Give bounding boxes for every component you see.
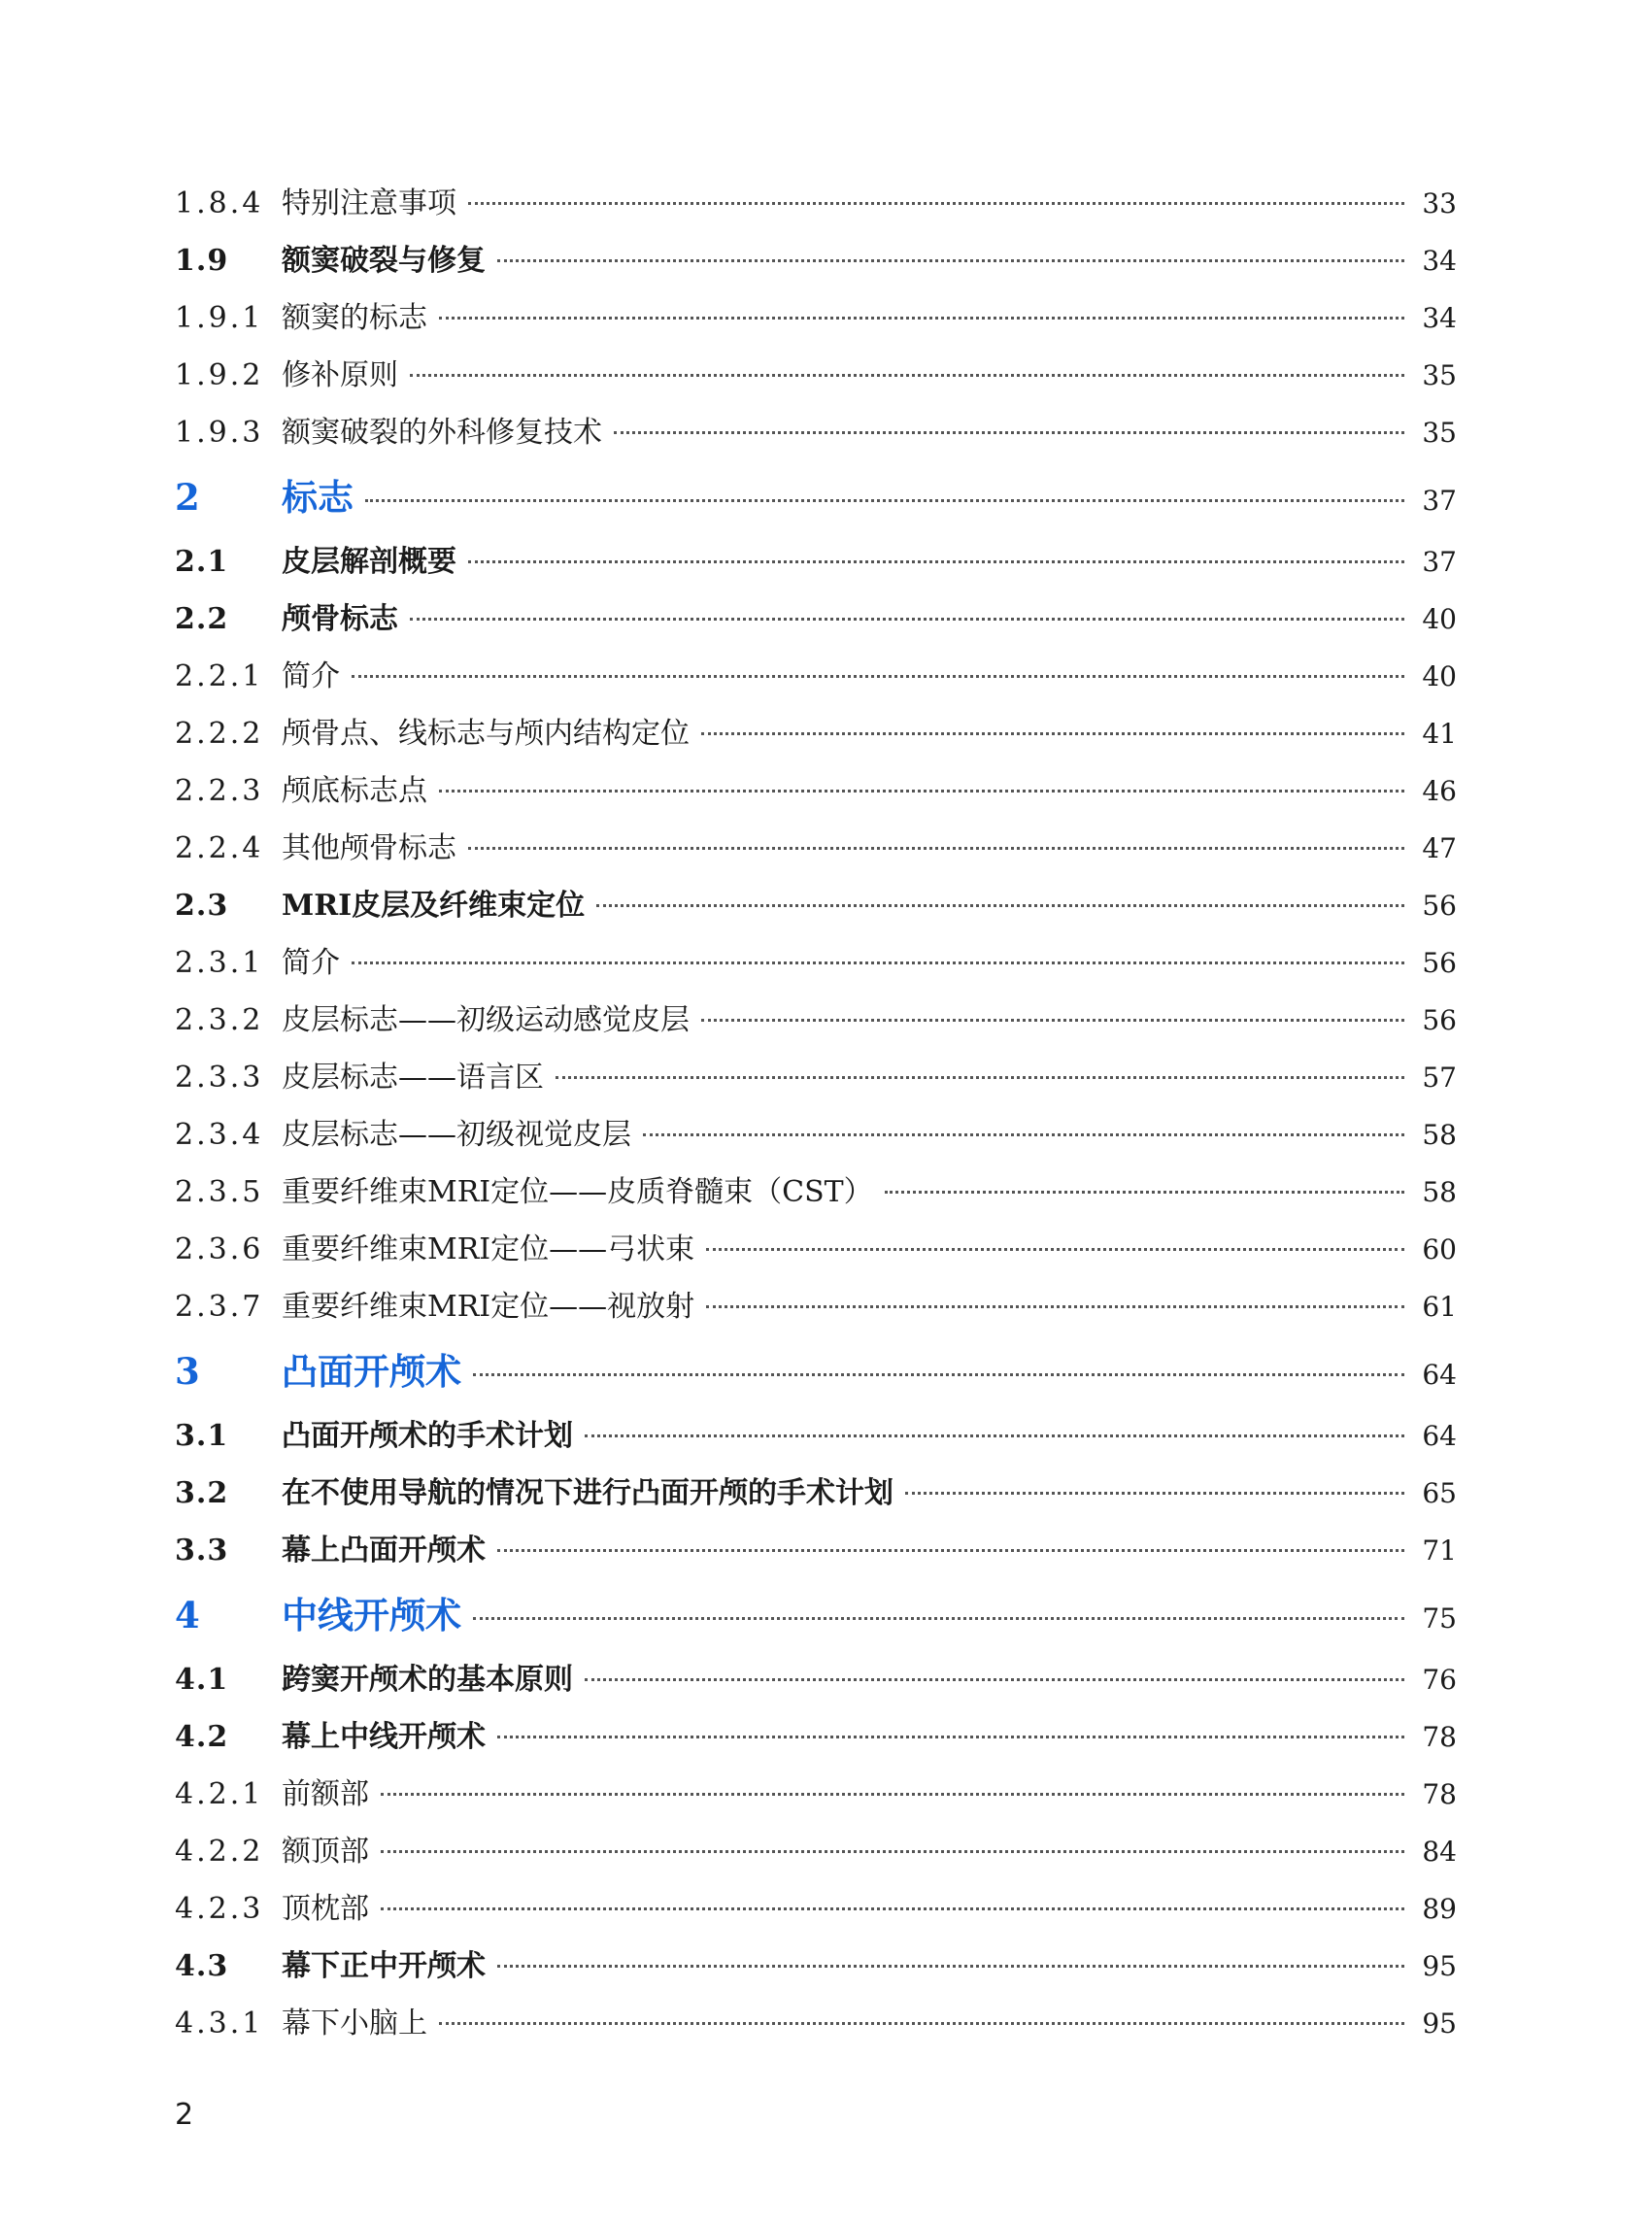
toc-entry-title: 额窦的标志 bbox=[282, 301, 427, 335]
toc-entry[interactable] bbox=[175, 1221, 1457, 1278]
dot-leader bbox=[473, 1617, 1404, 1620]
toc-entry[interactable] bbox=[175, 705, 1457, 762]
dot-leader bbox=[497, 1549, 1404, 1552]
dot-leader bbox=[556, 1076, 1404, 1079]
toc-entry-page: 75 bbox=[1422, 1602, 1457, 1635]
toc-entry-page: 60 bbox=[1422, 1233, 1457, 1265]
toc-entry-title: 顶枕部 bbox=[282, 1892, 369, 1926]
toc-entry[interactable] bbox=[175, 992, 1457, 1049]
toc-entry-title: 幕下正中开颅术 bbox=[282, 1949, 486, 1983]
toc-entry-title: 在不使用导航的情况下进行凸面开颅的手术计划 bbox=[282, 1476, 893, 1510]
toc-entry-title: 中线开颅术 bbox=[282, 1594, 461, 1636]
dot-leader bbox=[468, 202, 1404, 205]
toc-entry-page: 35 bbox=[1422, 417, 1457, 449]
toc-entry-page: 47 bbox=[1422, 832, 1457, 864]
toc-entry-page: 33 bbox=[1422, 187, 1457, 219]
toc-entry-title: 标志 bbox=[282, 476, 354, 519]
toc-entry-number: 2.2.1 bbox=[175, 659, 264, 693]
toc-entry[interactable] bbox=[175, 762, 1457, 820]
toc-entry[interactable] bbox=[175, 461, 1457, 533]
toc-entry-number: 2.3.2 bbox=[175, 1003, 264, 1037]
dot-leader bbox=[905, 1492, 1404, 1495]
toc-entry-title: 其他颅骨标志 bbox=[282, 831, 456, 865]
toc-entry-title: 皮层标志——语言区 bbox=[282, 1061, 544, 1095]
dot-leader bbox=[439, 317, 1404, 320]
toc-entry-title: 颅骨点、线标志与颅内结构定位 bbox=[282, 717, 690, 751]
toc-entry-title: 颅骨标志 bbox=[282, 602, 398, 636]
dot-leader bbox=[473, 1373, 1404, 1376]
toc-entry[interactable] bbox=[175, 1106, 1457, 1164]
dot-leader bbox=[381, 1850, 1404, 1853]
toc-entry-page: 41 bbox=[1422, 718, 1457, 750]
dot-leader bbox=[365, 499, 1404, 502]
toc-entry-page: 89 bbox=[1422, 1893, 1457, 1925]
dot-leader bbox=[497, 1736, 1404, 1738]
toc-entry-page: 40 bbox=[1422, 660, 1457, 692]
toc-entry-page: 56 bbox=[1422, 947, 1457, 979]
toc-entry-page: 57 bbox=[1422, 1062, 1457, 1094]
toc-entry-title: 跨窦开颅术的基本原则 bbox=[282, 1663, 573, 1697]
toc-entry[interactable] bbox=[175, 877, 1457, 934]
toc-entry-number: 2.2.3 bbox=[175, 774, 264, 808]
dot-leader bbox=[439, 790, 1404, 793]
toc-entry-title: 前额部 bbox=[282, 1777, 369, 1811]
dot-leader bbox=[614, 431, 1404, 434]
dot-leader bbox=[439, 2022, 1404, 2025]
toc-entry-number: 2.3.3 bbox=[175, 1061, 264, 1095]
toc-entry-title: 修补原则 bbox=[282, 358, 398, 392]
toc-entry-page: 46 bbox=[1422, 775, 1457, 807]
toc-entry[interactable] bbox=[175, 347, 1457, 404]
toc-entry-number: 1.9 bbox=[175, 244, 229, 278]
toc-entry-page: 34 bbox=[1422, 302, 1457, 334]
toc-entry[interactable] bbox=[175, 175, 1457, 232]
table-of-contents bbox=[175, 175, 1457, 2052]
toc-entry-title: 凸面开颅术的手术计划 bbox=[282, 1419, 573, 1453]
toc-entry-number: 2 bbox=[175, 476, 201, 519]
toc-entry-number: 2.2 bbox=[175, 602, 229, 636]
toc-entry[interactable] bbox=[175, 820, 1457, 877]
toc-entry[interactable] bbox=[175, 404, 1457, 461]
toc-entry-number: 2.1 bbox=[175, 545, 229, 579]
toc-entry[interactable] bbox=[175, 648, 1457, 705]
toc-entry-page: 64 bbox=[1422, 1359, 1457, 1391]
toc-entry-number: 4.1 bbox=[175, 1663, 229, 1697]
toc-entry[interactable] bbox=[175, 1938, 1457, 1995]
toc-entry[interactable] bbox=[175, 232, 1457, 289]
toc-entry[interactable] bbox=[175, 1708, 1457, 1766]
toc-entry-page: 58 bbox=[1422, 1176, 1457, 1208]
toc-entry-title: 重要纤维束MRI定位——皮质脊髓束（CST） bbox=[282, 1175, 873, 1209]
toc-entry[interactable] bbox=[175, 1823, 1457, 1880]
toc-entry-title: 简介 bbox=[282, 659, 340, 693]
toc-entry-number: 2.3 bbox=[175, 889, 229, 923]
toc-entry-title: 凸面开颅术 bbox=[282, 1350, 461, 1393]
toc-entry[interactable] bbox=[175, 1880, 1457, 1938]
toc-entry[interactable] bbox=[175, 1407, 1457, 1465]
toc-entry-number: 4.2.1 bbox=[175, 1777, 264, 1811]
toc-entry[interactable] bbox=[175, 1579, 1457, 1651]
toc-entry-number: 3.1 bbox=[175, 1419, 229, 1453]
dot-leader bbox=[381, 1907, 1404, 1910]
toc-entry-number: 1.9.3 bbox=[175, 416, 264, 450]
dot-leader bbox=[410, 618, 1404, 621]
toc-entry-number: 1.8.4 bbox=[175, 186, 264, 220]
toc-entry-number: 4.2.3 bbox=[175, 1892, 264, 1926]
dot-leader bbox=[497, 259, 1404, 262]
toc-entry-page: 58 bbox=[1422, 1119, 1457, 1151]
dot-leader bbox=[706, 1248, 1404, 1251]
toc-entry-title: 重要纤维束MRI定位——视放射 bbox=[282, 1290, 695, 1324]
toc-entry-title: 幕上凸面开颅术 bbox=[282, 1534, 486, 1568]
toc-entry-page: 78 bbox=[1422, 1778, 1457, 1810]
toc-entry-page: 76 bbox=[1422, 1664, 1457, 1696]
toc-entry-page: 35 bbox=[1422, 359, 1457, 391]
toc-entry[interactable] bbox=[175, 533, 1457, 590]
toc-entry-page: 71 bbox=[1422, 1535, 1457, 1567]
toc-entry-page: 84 bbox=[1422, 1836, 1457, 1868]
toc-entry-page: 34 bbox=[1422, 245, 1457, 277]
toc-entry-number: 2.2.4 bbox=[175, 831, 264, 865]
toc-entry-number: 4.2.2 bbox=[175, 1835, 264, 1869]
toc-entry-number: 2.3.5 bbox=[175, 1175, 264, 1209]
toc-entry[interactable] bbox=[175, 1995, 1457, 2052]
page-number: 2 bbox=[175, 2098, 194, 2132]
toc-entry-title: 额窦破裂的外科修复技术 bbox=[282, 416, 602, 450]
toc-entry-number: 4 bbox=[175, 1594, 201, 1636]
toc-entry-page: 65 bbox=[1422, 1477, 1457, 1509]
dot-leader bbox=[585, 1678, 1404, 1681]
toc-entry[interactable] bbox=[175, 289, 1457, 347]
toc-entry[interactable] bbox=[175, 1164, 1457, 1221]
dot-leader bbox=[596, 904, 1404, 907]
dot-leader bbox=[468, 560, 1404, 563]
dot-leader bbox=[497, 1965, 1404, 1968]
toc-entry-title: 额窦破裂与修复 bbox=[282, 244, 486, 278]
toc-entry[interactable] bbox=[175, 1522, 1457, 1579]
toc-entry[interactable] bbox=[175, 934, 1457, 992]
toc-entry-title: 幕上中线开颅术 bbox=[282, 1720, 486, 1754]
toc-entry-number: 3.3 bbox=[175, 1534, 229, 1568]
dot-leader bbox=[381, 1793, 1404, 1796]
toc-entry-number: 2.3.1 bbox=[175, 946, 264, 980]
toc-entry[interactable] bbox=[175, 1335, 1457, 1407]
toc-entry-number: 1.9.2 bbox=[175, 358, 264, 392]
dot-leader bbox=[706, 1305, 1404, 1308]
toc-entry-page: 95 bbox=[1422, 1950, 1457, 1982]
toc-entry-number: 3.2 bbox=[175, 1476, 229, 1510]
toc-entry[interactable] bbox=[175, 1766, 1457, 1823]
toc-entry-title: 皮层解剖概要 bbox=[282, 545, 456, 579]
toc-entry-page: 56 bbox=[1422, 890, 1457, 922]
dot-leader bbox=[585, 1434, 1404, 1437]
toc-entry-page: 40 bbox=[1422, 603, 1457, 635]
toc-entry-number: 1.9.1 bbox=[175, 301, 264, 335]
dot-leader bbox=[643, 1133, 1404, 1136]
dot-leader bbox=[701, 732, 1404, 735]
toc-entry-title: 皮层标志——初级视觉皮层 bbox=[282, 1118, 631, 1152]
dot-leader bbox=[885, 1191, 1404, 1194]
toc-entry[interactable] bbox=[175, 1651, 1457, 1708]
dot-leader bbox=[410, 374, 1404, 377]
toc-entry-page: 56 bbox=[1422, 1004, 1457, 1036]
toc-entry[interactable] bbox=[175, 1465, 1457, 1522]
toc-entry-page: 61 bbox=[1422, 1291, 1457, 1323]
toc-entry[interactable] bbox=[175, 1049, 1457, 1106]
toc-entry[interactable] bbox=[175, 590, 1457, 648]
toc-entry-number: 2.3.6 bbox=[175, 1232, 264, 1266]
dot-leader bbox=[352, 961, 1404, 964]
dot-leader bbox=[701, 1019, 1404, 1022]
toc-entry-number: 2.3.4 bbox=[175, 1118, 264, 1152]
toc-entry-number: 4.2 bbox=[175, 1720, 229, 1754]
toc-entry-page: 78 bbox=[1422, 1721, 1457, 1753]
dot-leader bbox=[468, 847, 1404, 850]
toc-entry-page: 64 bbox=[1422, 1420, 1457, 1452]
toc-entry-title: 颅底标志点 bbox=[282, 774, 427, 808]
toc-entry-number: 2.2.2 bbox=[175, 717, 264, 751]
toc-entry-title: 重要纤维束MRI定位——弓状束 bbox=[282, 1232, 695, 1266]
toc-entry-title: MRI皮层及纤维束定位 bbox=[282, 889, 586, 923]
toc-entry[interactable] bbox=[175, 1278, 1457, 1335]
dot-leader bbox=[352, 675, 1404, 678]
toc-entry-page: 95 bbox=[1422, 2007, 1457, 2040]
toc-entry-number: 2.3.7 bbox=[175, 1290, 264, 1324]
toc-entry-title: 幕下小脑上 bbox=[282, 2007, 427, 2040]
toc-entry-page: 37 bbox=[1422, 546, 1457, 578]
toc-entry-page: 37 bbox=[1422, 485, 1457, 517]
toc-entry-title: 简介 bbox=[282, 946, 340, 980]
toc-entry-number: 3 bbox=[175, 1350, 201, 1393]
toc-entry-number: 4.3 bbox=[175, 1949, 229, 1983]
toc-entry-title: 皮层标志——初级运动感觉皮层 bbox=[282, 1003, 690, 1037]
toc-entry-number: 4.3.1 bbox=[175, 2007, 264, 2040]
toc-entry-title: 额顶部 bbox=[282, 1835, 369, 1869]
toc-entry-title: 特别注意事项 bbox=[282, 186, 456, 220]
